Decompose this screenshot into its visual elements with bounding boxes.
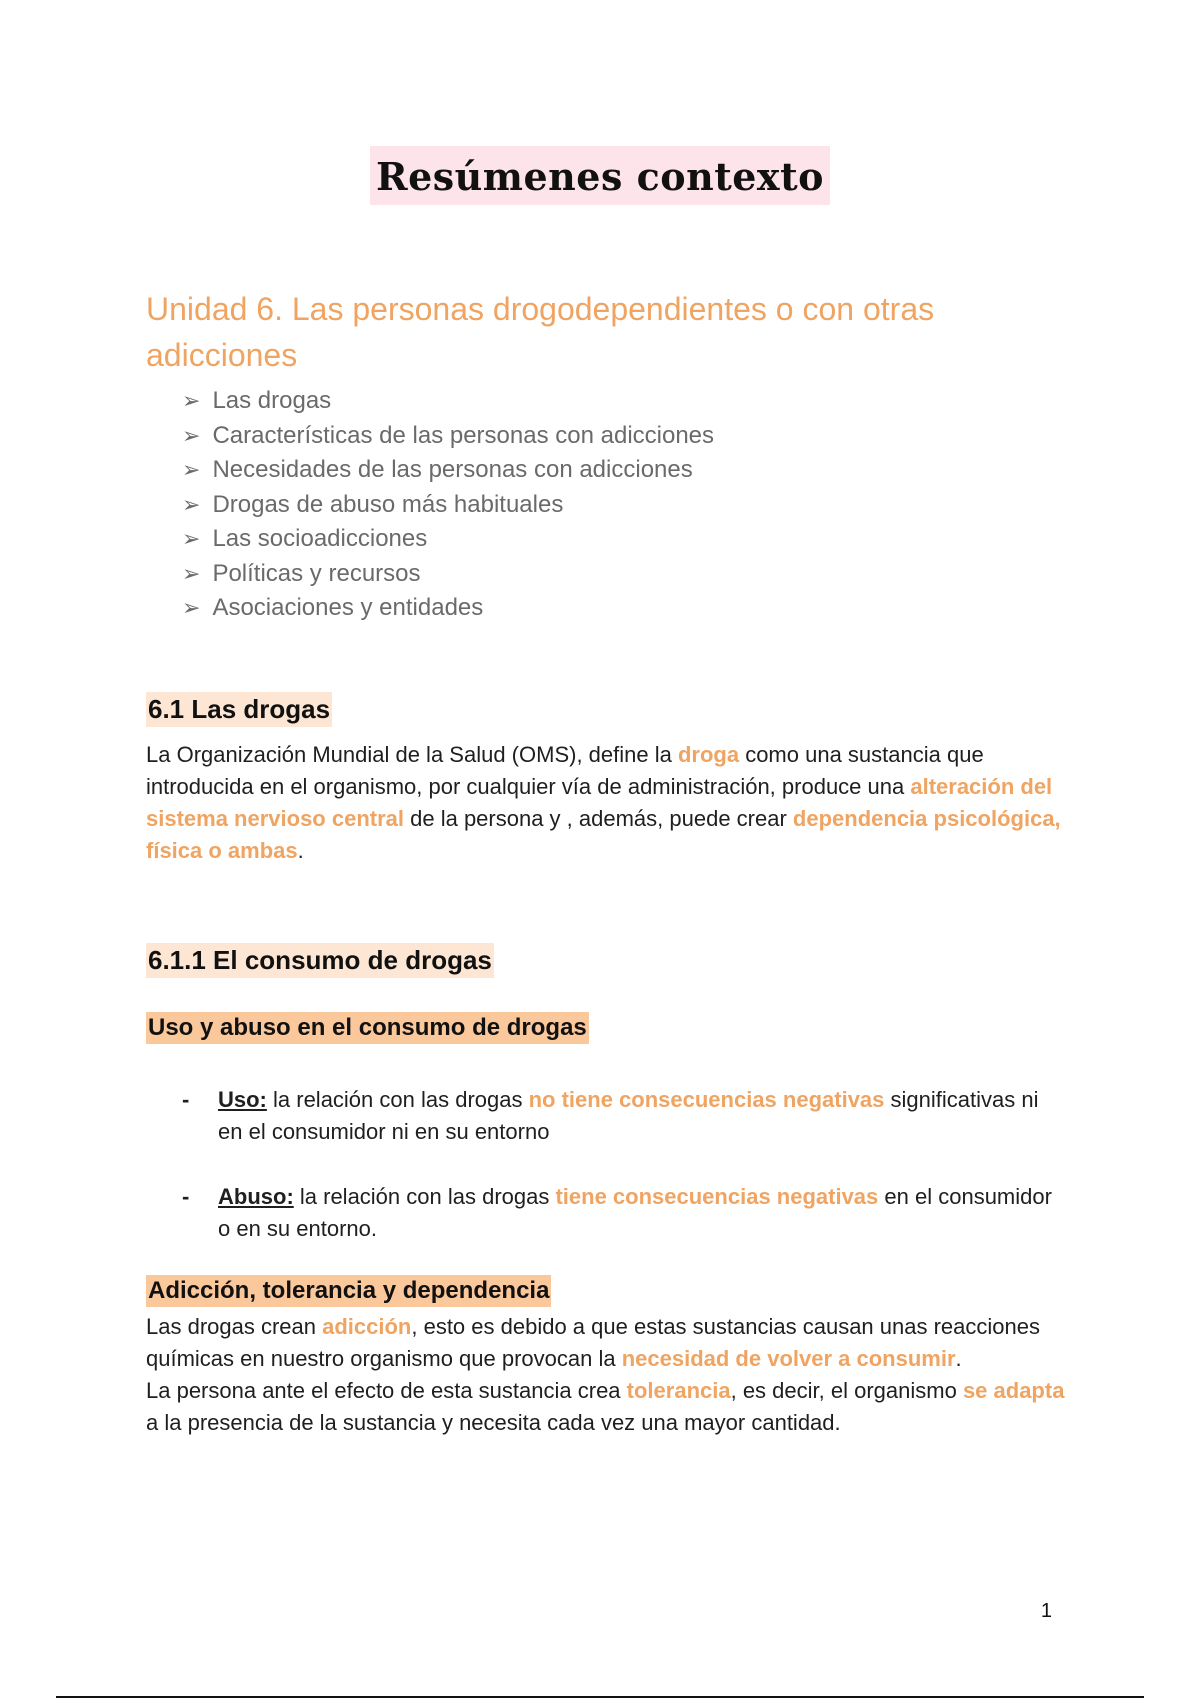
- arrow-bullet-icon: ➢: [182, 595, 201, 620]
- subheading-uso-abuso: Uso y abuso en el consumo de drogas: [146, 1012, 589, 1044]
- section-heading-6-1-1: 6.1.1 El consumo de drogas: [146, 943, 494, 978]
- term-abuso: Abuso:: [218, 1183, 294, 1209]
- highlight-tolerancia: tolerancia: [626, 1377, 731, 1403]
- arrow-bullet-icon: ➢: [182, 526, 201, 551]
- highlight-droga: droga: [677, 741, 740, 767]
- subheading-adiccion: Adicción, tolerancia y dependencia: [146, 1275, 551, 1307]
- document-content: [146, 286, 1066, 1439]
- title-wrap: [0, 146, 1200, 205]
- arrow-bullet-icon: ➢: [182, 560, 201, 586]
- highlight-no-consecuencias: no tiene consecuencias negativas: [528, 1086, 885, 1112]
- document-title: Resúmenes contexto: [370, 146, 830, 205]
- highlight-alteracion: alteración del sistema nervioso central: [146, 773, 1053, 831]
- toc-item: ➢ Drogas de abuso más habituales: [182, 490, 564, 518]
- page-number: 1: [1040, 1600, 1052, 1622]
- highlight-adiccion: adicción: [322, 1313, 412, 1339]
- highlight-dependencia: dependencia psicológica, física o ambas: [146, 805, 1061, 863]
- unit-title: Unidad 6. Las personas drogodependientes o con otras adicciones: [146, 291, 935, 373]
- list-item-abuso: - Abuso: la relación con las drogas tiene consecuencias negativas en el consumidor o en su entorno.: [182, 1181, 1066, 1245]
- toc-item: ➢ Las socioadicciones: [182, 525, 428, 552]
- highlight-se-adapta: se adapta: [962, 1377, 1065, 1403]
- dash-bullet-icon: -: [182, 1183, 190, 1209]
- section-heading-6-1: 6.1 Las drogas: [146, 692, 332, 727]
- dash-bullet-icon: -: [182, 1086, 190, 1112]
- adiccion-paragraph: Las drogas crean adicción, esto es debido a que estas sustancias causan unas reacciones químicas en nuestro organismo que provocan la necesidad de volver a consumir.: [146, 1313, 1040, 1371]
- tolerancia-paragraph: La persona ante el efecto de esta sustancia crea tolerancia, es decir, el organismo se adapta a la presencia de la sustancia y necesita cada vez una mayor cantidad.: [146, 1377, 1065, 1435]
- toc-item: ➢ Políticas y recursos: [182, 559, 421, 587]
- toc-item: ➢ Necesidades de las personas con adicciones: [182, 456, 693, 483]
- uso-abuso-list: [146, 1084, 1066, 1245]
- highlight-necesidad: necesidad de volver a consumir: [621, 1345, 956, 1371]
- arrow-bullet-icon: ➢: [182, 388, 201, 413]
- toc-item: ➢ Asociaciones y entidades: [182, 594, 484, 621]
- arrow-bullet-icon: ➢: [182, 491, 201, 517]
- term-uso: Uso:: [218, 1086, 267, 1112]
- list-item-uso: - Uso: la relación con las drogas no tiene consecuencias negativas significativas ni en el consumidor ni en su entorno: [182, 1084, 1066, 1148]
- toc-item: ➢ Características de las personas con adicciones: [182, 421, 715, 449]
- unit-toc: [182, 384, 1066, 626]
- arrow-bullet-icon: ➢: [182, 422, 201, 448]
- highlight-consecuencias: tiene consecuencias negativas: [555, 1183, 879, 1209]
- definition-paragraph: La Organización Mundial de la Salud (OMS), define la droga como una sustancia que introducida en el organismo, por cualquier vía de administración, produce una alteración del sistema nervioso central de la persona y , además, puede crear dependencia psicológica, física o ambas.: [146, 741, 1061, 863]
- toc-item: ➢ Las drogas: [182, 387, 332, 414]
- arrow-bullet-icon: ➢: [182, 457, 201, 482]
- footer-divider: [56, 1696, 1144, 1698]
